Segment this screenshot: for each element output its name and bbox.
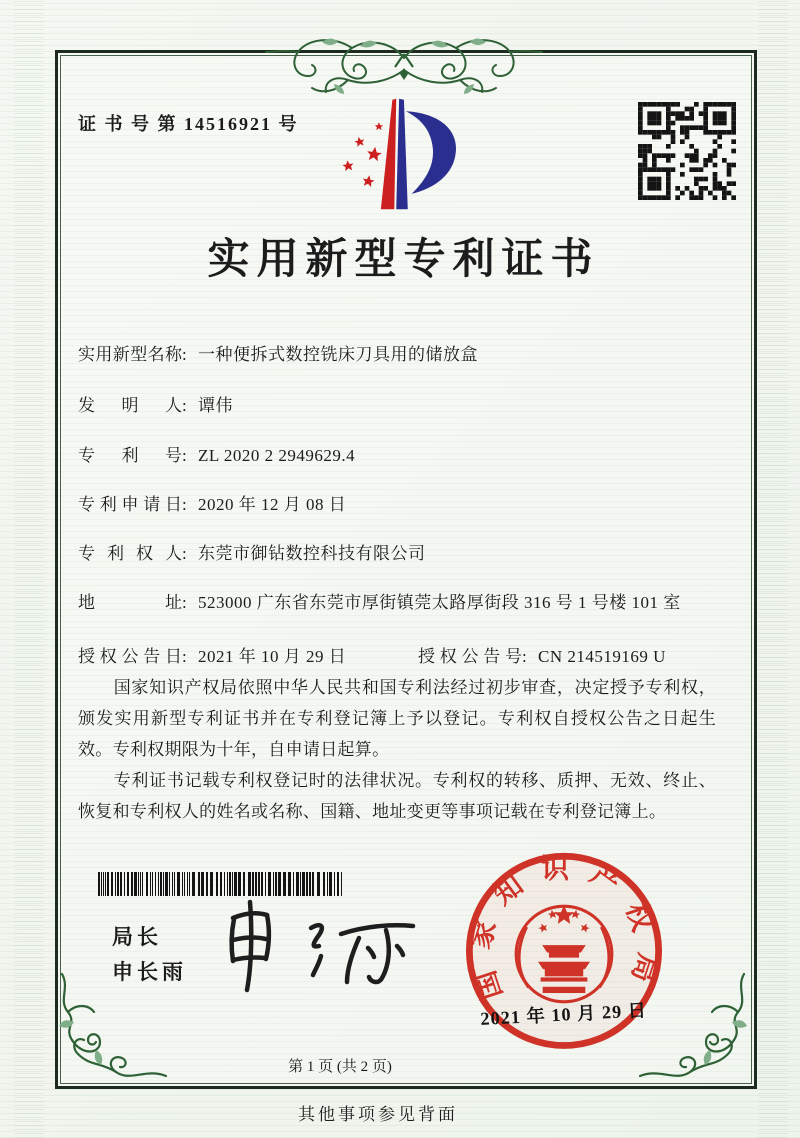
- field-row-inventor: [78, 393, 714, 418]
- field-value: 一种便拆式数控铣床刀具用的储放盒: [198, 345, 478, 364]
- certificate-body: [78, 672, 716, 827]
- field-value: 2021 年 10 月 29 日: [198, 647, 347, 666]
- field-colon: :: [182, 446, 187, 465]
- field-colon: :: [522, 647, 527, 666]
- seal-ring-text: 国家知识产权局: [464, 854, 664, 1004]
- body-paragraph: 专利证书记载专利权登记时的法律状况。专利权的转移、质押、无效、终止、恢复和专利权人的姓名或名称、国籍、地址变更等事项记载在专利登记簿上。: [78, 771, 716, 821]
- cnipa-logo-icon: [322, 92, 482, 217]
- guilloche-band-right: [758, 0, 788, 1138]
- signer-block: [112, 920, 187, 990]
- page-info: 第 1 页 (共 2 页): [288, 1059, 392, 1075]
- field-value: 谭伟: [198, 396, 233, 415]
- field-value: ZL 2020 2 2949629.4: [198, 446, 356, 465]
- field-colon: :: [182, 647, 187, 666]
- field-colon: :: [182, 345, 187, 364]
- signature-icon: [205, 888, 435, 1003]
- field-row-patentee: [78, 541, 714, 566]
- field-label: 专利权人: [78, 544, 182, 563]
- signer-title: 局长: [112, 925, 162, 949]
- certificate-title: 实用新型专利证书: [207, 237, 600, 283]
- field-label: 授权公告号: [418, 647, 522, 666]
- field-group-grant-number: [418, 644, 666, 669]
- back-note: 其他事项参见背面: [298, 1105, 458, 1124]
- field-value: 东莞市御钻数控科技有限公司: [198, 544, 426, 563]
- field-colon: :: [182, 396, 187, 415]
- field-label: 专利号: [78, 446, 182, 465]
- signer-name: 申长雨: [112, 960, 187, 984]
- field-row-patent-number: [78, 443, 714, 468]
- qr-code-icon: [638, 102, 736, 200]
- body-paragraph: 国家知识产权局依照中华人民共和国专利法经过初步审查，决定授予专利权，颁发实用新型专利证书并在专利登记簿上予以登记。专利权自授权公告之日起生效。专利权期限为十年，自申请日起算。: [78, 678, 716, 759]
- field-row-address: [78, 590, 714, 615]
- certificate-number: 证 书 号 第 14516921 号: [78, 114, 299, 134]
- field-row-utility-model-name: [78, 342, 714, 367]
- official-seal-icon: [460, 850, 668, 1058]
- field-value: CN 214519169 U: [538, 647, 666, 666]
- field-group-grant-date: [78, 644, 390, 669]
- field-label: 授权公告日: [78, 647, 182, 666]
- field-label: 专利申请日: [78, 495, 182, 514]
- field-value: 2020 年 12 月 08 日: [198, 495, 347, 514]
- field-label: 发明人: [78, 396, 182, 415]
- seal-date: 2021 年 10 月 29 日: [479, 1000, 648, 1029]
- field-label: 地址: [78, 593, 182, 612]
- field-value: 523000 广东省东莞市厚街镇莞太路厚街段 316 号 1 号楼 101 室: [198, 593, 681, 612]
- field-colon: :: [182, 593, 187, 612]
- field-colon: :: [182, 495, 187, 514]
- field-colon: :: [182, 544, 187, 563]
- field-row-application-date: [78, 492, 714, 517]
- field-label: 实用新型名称: [78, 345, 182, 364]
- field-row-grant: [78, 644, 714, 669]
- guilloche-band-left: [14, 0, 44, 1138]
